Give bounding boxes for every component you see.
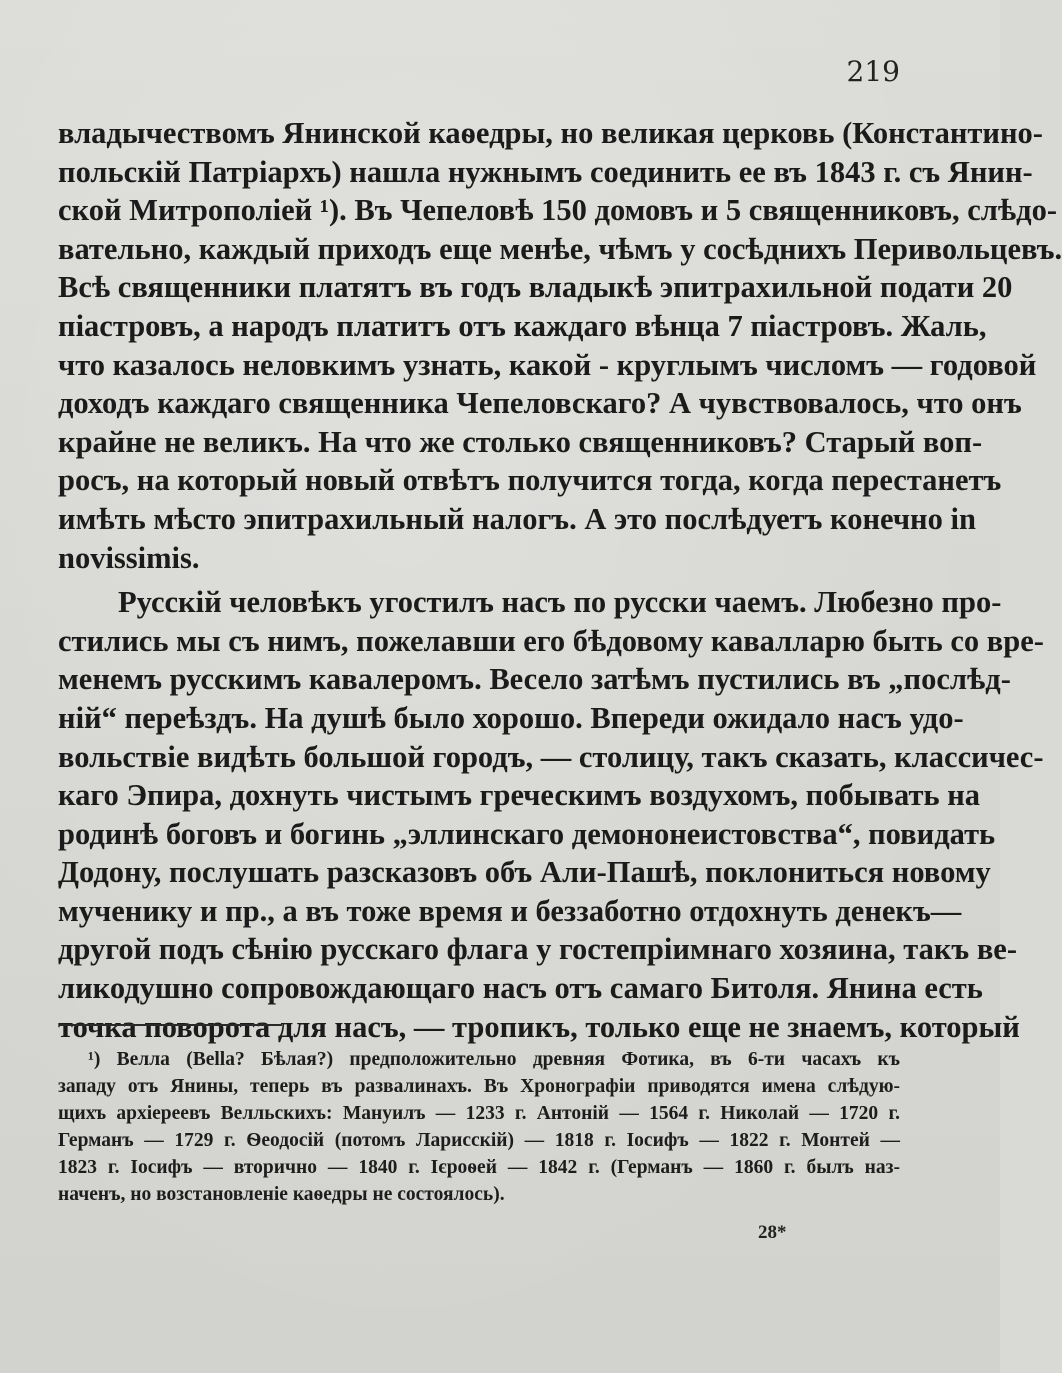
text-line: польскій Патріархъ) нашла нужнымъ соединить ее въ 1843 г. съ Янин- xyxy=(58,154,1033,189)
text-line: ликодушно сопровождающаго насъ отъ самаго Битоля. Янина есть xyxy=(58,971,983,1006)
footnote xyxy=(58,1046,900,1208)
text-line: крайне не великъ. На что же столько священниковъ? Старый воп- xyxy=(58,424,983,459)
text-line: другой подъ сѣнію русскаго флага у гостепріимнаго хозяина, такъ ве- xyxy=(58,932,1017,967)
text-line: что казалось неловкимъ узнать, какой - круглымъ числомъ — годовой xyxy=(58,347,1037,382)
footnote-line: щихъ архіереевъ Велльскихъ: Мануилъ — 1233 г. Антоній — 1564 г. Николай — 1720 г. xyxy=(58,1103,900,1124)
signature-mark: 28* xyxy=(758,1222,787,1243)
text-line: владычествомъ Янинской каѳедры, но великая церковь (Константино- xyxy=(58,116,1043,150)
text-line: доходъ каждаго священника Чепеловскаго? А чувствовалось, что онъ xyxy=(58,386,1022,421)
text-line: родинѣ боговъ и богинь „эллинскаго демононеистовства“, повидать xyxy=(58,816,996,851)
text-line: піастровъ, а народъ платитъ отъ каждаго вѣнца 7 піастровъ. Жаль, xyxy=(58,308,987,343)
text-line: точка поворота для насъ, — тропикъ, только еще не знаемъ, который xyxy=(58,1009,1020,1044)
text-line: мученику и пр., а въ тоже время и беззаботно отдохнуть денекъ— xyxy=(58,893,962,928)
text-line: имѣть мѣсто эпитрахильный налогъ. А это послѣдуетъ конечно in xyxy=(58,501,976,536)
footnote-line: наченъ, но возстановленіе каѳедры не состоялось). xyxy=(58,1184,505,1205)
paragraph-1 xyxy=(58,114,1062,577)
text-line: Додону, послушать разсказовъ объ Али-Пашѣ, поклониться новому xyxy=(58,855,991,890)
text-line: ской Митрополіей ¹). Въ Чепеловѣ 150 домовъ и 5 священниковъ, слѣдо- xyxy=(58,193,1057,228)
paragraph-2 xyxy=(58,583,1044,1046)
footnote-line: ¹) Велла (Bella? Бѣлая?) предположительно древняя Фотика, въ 6-ти часахъ къ xyxy=(88,1049,900,1070)
footnote-line: западу отъ Янины, теперь въ развалинахъ. Въ Хронографіи приводятся имена слѣдую- xyxy=(58,1076,900,1097)
footnote-line: Германъ — 1729 г. Ѳеодосій (потомъ Ларисскій) — 1818 г. Іосифъ — 1822 г. Монтей — xyxy=(58,1130,900,1151)
text-line: ній“ переѣздъ. На душѣ было хорошо. Впереди ожидало насъ удо- xyxy=(58,700,964,735)
text-line: стились мы съ нимъ, пожелавши его бѣдовому кавалларю быть со вре- xyxy=(58,623,1044,658)
text-line: Всѣ священники платятъ въ годъ владыкѣ эпитрахильной подати 20 xyxy=(58,270,1013,305)
text-line: novissimis. xyxy=(58,540,200,575)
text-line: Русскій человѣкъ угостилъ насъ по русски чаемъ. Любезно про- xyxy=(118,585,1002,620)
text-line: вольствіе видѣть большой городъ, — столицу, такъ сказать, классичес- xyxy=(58,739,1044,774)
footnote-line: 1823 г. Іосифъ — вторично — 1840 г. Ієроѳей — 1842 г. (Германъ — 1860 г. былъ наз- xyxy=(58,1157,900,1178)
main-text xyxy=(58,114,1062,1046)
footnote-divider xyxy=(60,1024,282,1026)
page-number: 219 xyxy=(846,55,900,88)
text-line: росъ, на который новый отвѣтъ получится тогда, когда перестанетъ xyxy=(58,463,1002,498)
text-line: менемъ русскимъ кавалеромъ. Весело затѣмъ пустились въ „послѣд- xyxy=(58,662,1011,697)
text-line: каго Эпира, дохнуть чистымъ греческимъ воздухомъ, побывать на xyxy=(58,778,981,813)
text-line: вательно, каждый приходъ еще менѣе, чѣмъ у сосѣднихъ Перивольцевъ. xyxy=(58,231,1062,266)
